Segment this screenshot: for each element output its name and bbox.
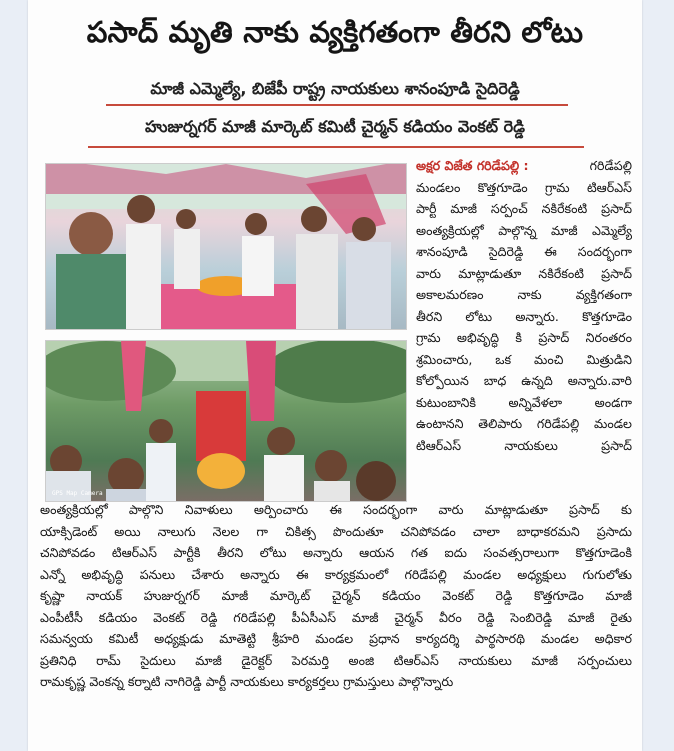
- article-body-continuation: [40, 499, 632, 693]
- photo-funeral-tribute-image: [46, 164, 406, 329]
- byline: అక్షర విజేత గరిడేపల్లి :: [416, 158, 529, 173]
- body-line: రామకృష్ణ వెంకన్న కర్నాటి నాగిరెడ్డి పార్టీ నాయకులు కార్యకర్తలు గ్రామస్తులు పాల్గొన్నారు: [40, 674, 454, 689]
- body-line: అంత్యక్రియల్లో పాల్గొన్న మాజీ ఎమ్మెల్యే: [416, 222, 632, 238]
- subheading-2-underline: [88, 146, 584, 148]
- subheading-1-underline: [106, 104, 568, 106]
- body-line: శానంపూడి సైదిరెడ్డి ఈ సందర్భంగా: [416, 244, 632, 259]
- body-line: ఎన్నో అభివృద్ధి పనులు చేశారు అన్నారు ఈ కార్యక్రమంలో గరిడేపల్లి మండల అధ్యక్షులు గుగులోతు: [40, 566, 632, 582]
- photo-funeral-procession-image: [46, 341, 406, 501]
- body-line: గ్రామ అభివృద్ధి కి ప్రసాద్ నిరంతరం: [416, 330, 632, 345]
- subheading-2: హుజుర్నగర్ మాజీ మార్కెట్ కమిటీ చైర్మన్ కడియం వెంకట్ రెడ్డి: [145, 117, 525, 136]
- body-line: యాక్సిడెంట్ అయి నాలుగు నెలల గా చికిత్స పొందుతూ చనిపోవడం చాలా బాధాకరమని ప్రసాదు: [40, 523, 632, 539]
- body-line: ప్రతినిధి రామ్ సైదులు మాజీ డైరెక్టర్ పెరమర్తి అంజి టిఆర్ఎస్ నాయకులు మాజీ సర్పంచులు: [40, 652, 632, 668]
- body-line: ఎంపీటీసీ కడియం వెంకట్ రెడ్డి గరిడేపల్లి పీఏసీఎస్ మాజీ చైర్మన్ వీరం రెడ్డి సెంబిరెడ్డి మాజీ రైతు: [40, 609, 632, 625]
- article-body-column: [416, 155, 632, 456]
- photo-funeral-tribute: [45, 163, 407, 330]
- body-line: అకాలమరణం నాకు వ్యక్తిగతంగా: [416, 287, 632, 302]
- body-line: సమన్వయ కమిటీ అధ్యక్షుడు మాతెట్టి శ్రీహరి మండల ప్రధాన కార్యదర్శి పార్థసారథి మండల అధికార: [40, 631, 632, 646]
- body-line: టిఆర్ఎస్ నాయకులు ప్రసాద్: [416, 437, 632, 453]
- body-line: కోల్పోయిన బాధ ఉన్నది అన్నారు.వారి: [416, 373, 632, 388]
- body-line: కృష్ణా నాయక్ హుజుర్నగర్ మాజీ మార్కెట్ చైర్మన్ కడియం వెంకట్ రెడ్డి కొత్తగూడెం మాజీ: [40, 588, 632, 603]
- body-line: కుటుంబానికి అన్నివేళలా అండగా: [416, 394, 632, 410]
- photo-funeral-procession: [45, 340, 407, 502]
- subheading-1: మాజీ ఎమ్మెల్యే, బిజేపీ రాష్ట్ర నాయకులు శానంపూడి సైదిరెడ్డి: [150, 79, 520, 98]
- body-line: వారు మాట్లాడుతూ నకిరేకంటి ప్రసాద్: [416, 265, 632, 281]
- body-line: గరిడేపల్లి: [589, 158, 632, 173]
- body-line: శ్రమించారు, ఒక మంచి మిత్రుడిని: [416, 351, 632, 367]
- headline: పసాద్ మృతి నాకు వ్యక్తిగతంగా తీరని లోటు: [86, 15, 584, 49]
- body-line: తీరని లోటు అన్నారు. కొత్తగూడెం: [416, 308, 632, 324]
- body-line: మండలం కొత్తగూడెం గ్రామ టిఆర్ఎస్: [416, 179, 632, 195]
- body-line: పార్టీ మాజీ సర్పంచ్ నకిరేకంటి ప్రసాద్: [416, 201, 632, 216]
- body-line: చనిపోవడం టిఆర్ఎస్ పార్టీకి తీరని లోటు అన్నారు ఆయన గత ఐదు సంవత్సరాలుగా కొత్తగూడెంకి: [40, 545, 632, 560]
- newspaper-clipping: [28, 0, 642, 751]
- body-line: ఉంటానని తెలిపారు గరిడేపల్లి మండల: [416, 416, 632, 431]
- photo-watermark: GPS Map Camera: [52, 490, 103, 497]
- body-line: అంత్యక్రియల్లో పాల్గొని నివాళులు అర్పించారు ఈ సందర్భంగా వారు మాట్లాడుతూ ప్రసాద్ కు: [40, 502, 632, 517]
- byline-line: [416, 155, 632, 177]
